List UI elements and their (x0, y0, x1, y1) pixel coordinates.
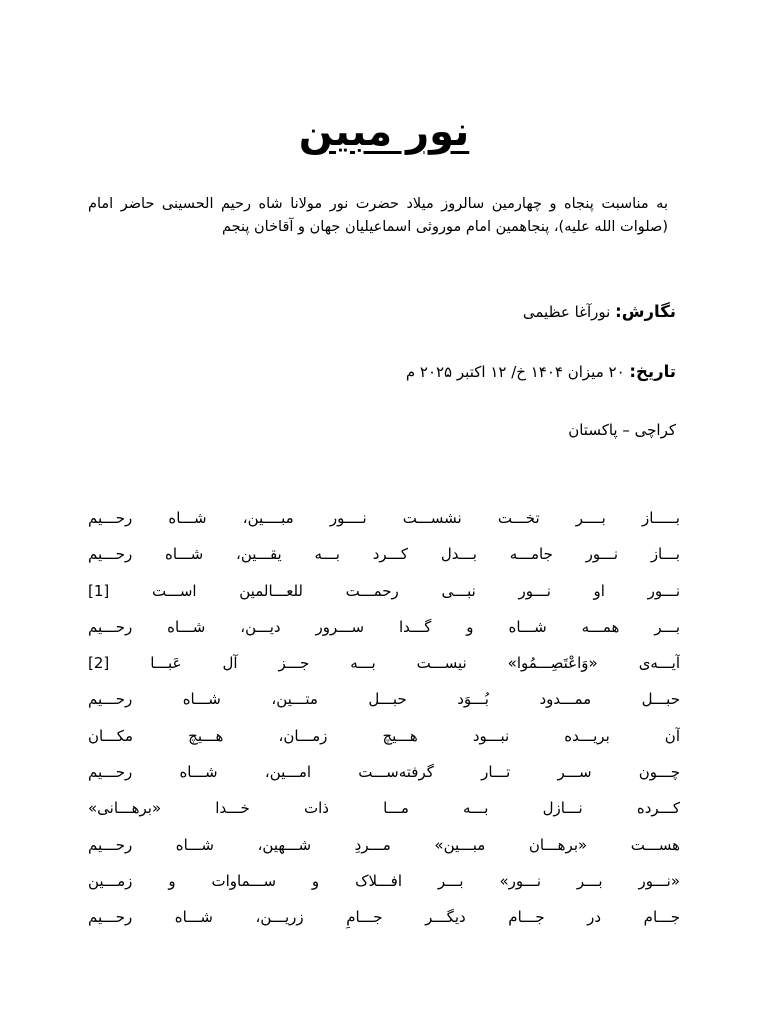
poem-verse: حبـــل ممـــدود بُـــوَد حبـــل متـــین، شـــاه رحـــیم (88, 690, 680, 709)
poem (88, 506, 680, 942)
document-title (0, 104, 768, 160)
poem-verse: چـــون ســـر تـــار گرفته‌ســـت امـــین، شـــاه رحـــیم (88, 763, 680, 782)
poem-verse: «نـــور بـــر نـــور» بـــر افـــلاک و ســـماوات و زمـــین (88, 871, 680, 890)
poem-verse: آن بریـــده نبـــود هـــیچ زمـــان، هـــیچ مکـــان (88, 726, 680, 745)
date-value: ۲۰ میزان ۱۴۰۴ خ/ ۱۲ اکتبر ۲۰۲۵ م (405, 363, 625, 381)
place-line: کراچی – پاکستان (568, 421, 676, 439)
poem-verse: آیـــه‌ی «وَاعْتَصِـــمُوا» نیســـت بـــه جـــز آل عَبـــا [2] (88, 654, 680, 673)
poem-verse: هســـت «برهـــان مبـــین» مـــردِ شـــهین، شـــاه رحـــیم (88, 835, 680, 854)
date-line (406, 360, 676, 384)
document-subtitle: به مناسبت پنجاه و چهارمین سالروز میلاد حضرت نور مولانا شاه رحیم الحسینی حاضر امام (صلوات الله علیه)، پنجاهمین امام موروثی اسماعیلیان جهان و آقاخان پنجم (88, 196, 668, 235)
date-label: تاریخ: (629, 362, 676, 381)
poem-verse: بـــر همـــه شـــاه و گـــدا ســـرور دیـــن، شـــاه رحـــیم (88, 617, 680, 636)
poem-verse: نـــور او نـــور نبـــی رحمـــت للعـــالمین اســـت [1] (88, 581, 680, 600)
author-line (523, 300, 676, 324)
author-name: نورآغا عظیمی (522, 303, 611, 321)
poem-verse: کـــرده نـــازل بـــه مـــا ذات خـــدا «برهـــانی» (88, 799, 680, 818)
poem-verse: جـــام در جـــام دیگـــر جـــامِ زریـــن، شـــاه رحـــیم (88, 908, 680, 927)
document-title-text: نور مبین (298, 109, 470, 155)
author-label: نگارش: (615, 302, 676, 321)
poem-verse: بـــاز نـــور جامـــه بـــدل کـــرد بـــه یقـــین، شـــاه رحـــیم (88, 545, 680, 564)
poem-verse: بـــــاز بــــر تخـــت نشســـت نــــور مبــــین، شـــاه رحـــیم (88, 509, 680, 527)
